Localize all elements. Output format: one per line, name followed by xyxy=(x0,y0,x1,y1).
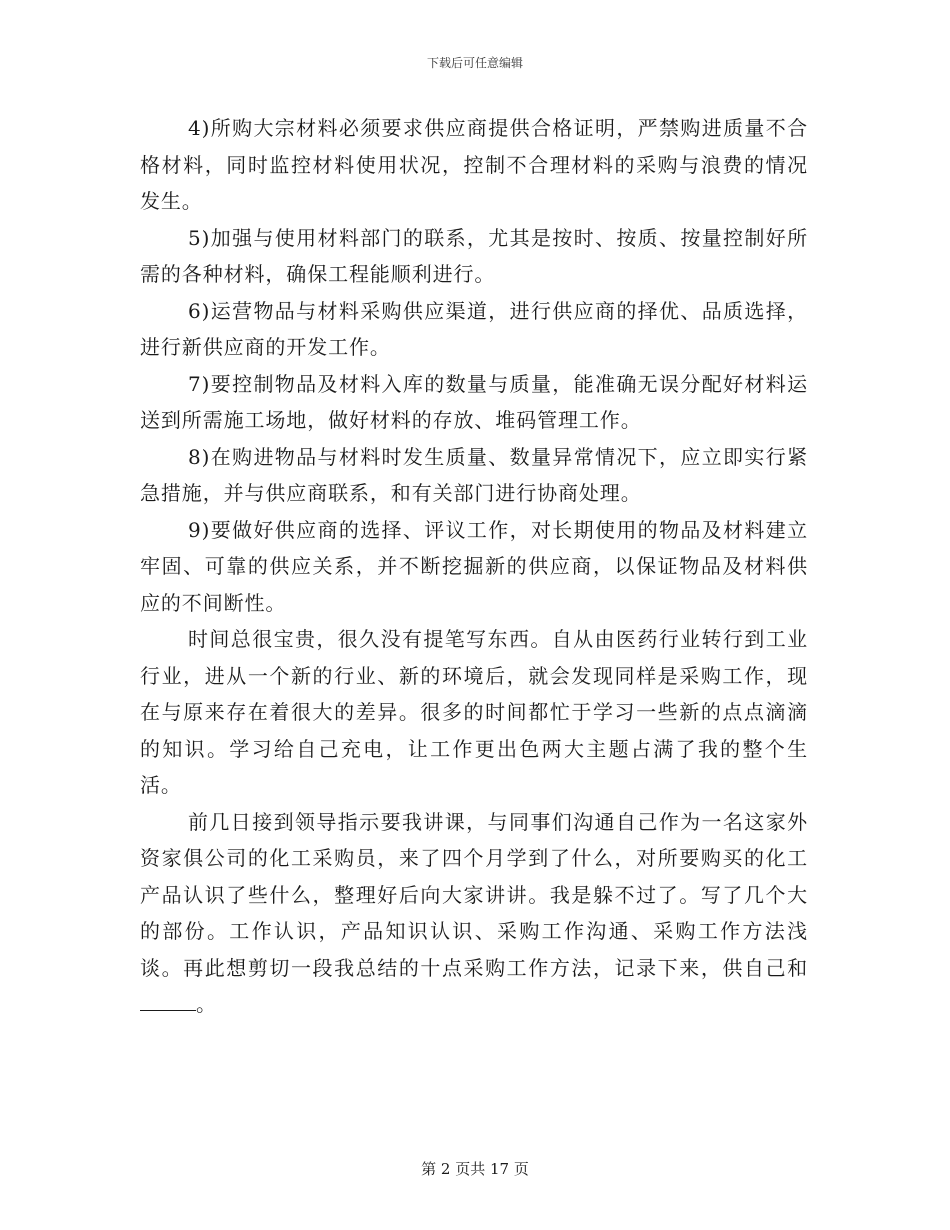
paragraph-item-8: 8)在购进物品与材料时发生质量、数量异常情况下，应立即实行紧急措施，并与供应商联系，和有关部门进行协商处理。 xyxy=(140,444,808,505)
paragraph-time-precious: 时间总很宝贵，很久没有提笔写东西。自从由医药行业转行到工业行业，进从一个新的行业、新的环境后，就会发现同样是采购工作，现在与原来存在着很大的差异。很多的时间都忙于学习一些新的点点滴滴的知识。学习给自己充电，让工作更出色两大主题占满了我的整个生活。 xyxy=(140,627,808,797)
document-body xyxy=(140,110,808,1023)
paragraph-lecture-tail: 。 xyxy=(196,992,217,1016)
fill-in-blank xyxy=(140,988,196,1011)
paragraph-item-7: 7)要控制物品及材料入库的数量与质量，能准确无误分配好材料运送到所需施工场地，做好材料的存放、堆码管理工作。 xyxy=(140,371,808,432)
paragraph-item-9: 9)要做好供应商的选择、评议工作，对长期使用的物品及材料建立牢固、可靠的供应关系，并不断挖掘新的供应商，以保证物品及材料供应的不间断性。 xyxy=(140,517,808,615)
paragraph-lecture xyxy=(140,804,808,1023)
paragraph-item-4: 4)所购大宗材料必须要求供应商提供合格证明，严禁购进质量不合格材料，同时监控材料使用状况，控制不合理材料的采购与浪费的情况发生。 xyxy=(140,116,808,213)
paragraph-lecture-text: 前几日接到领导指示要我讲课，与同事们沟通自己作为一名这家外资家俱公司的化工采购员，来了四个月学到了什么，对所要购买的化工产品认识了些什么，整理好后向大家讲讲。我是躲不过了。写了几个大的部份。工作认识，产品知识认识、采购工作沟通、采购工作方法浅谈。再此想剪切一段我总结的十点采购工作方法，记录下来，供自己和 xyxy=(140,809,808,980)
page-number: 第 2 页共 17 页 xyxy=(421,1160,529,1178)
paragraph-item-6: 6)运营物品与材料采购供应渠道，进行供应商的择优、品质选择，进行新供应商的开发工作。 xyxy=(140,298,808,359)
paragraph-item-5: 5)加强与使用材料部门的联系，尤其是按时、按质、按量控制好所需的各种材料，确保工程能顺利进行。 xyxy=(140,225,808,286)
header-note: 下载后可任意编辑 xyxy=(426,56,523,70)
